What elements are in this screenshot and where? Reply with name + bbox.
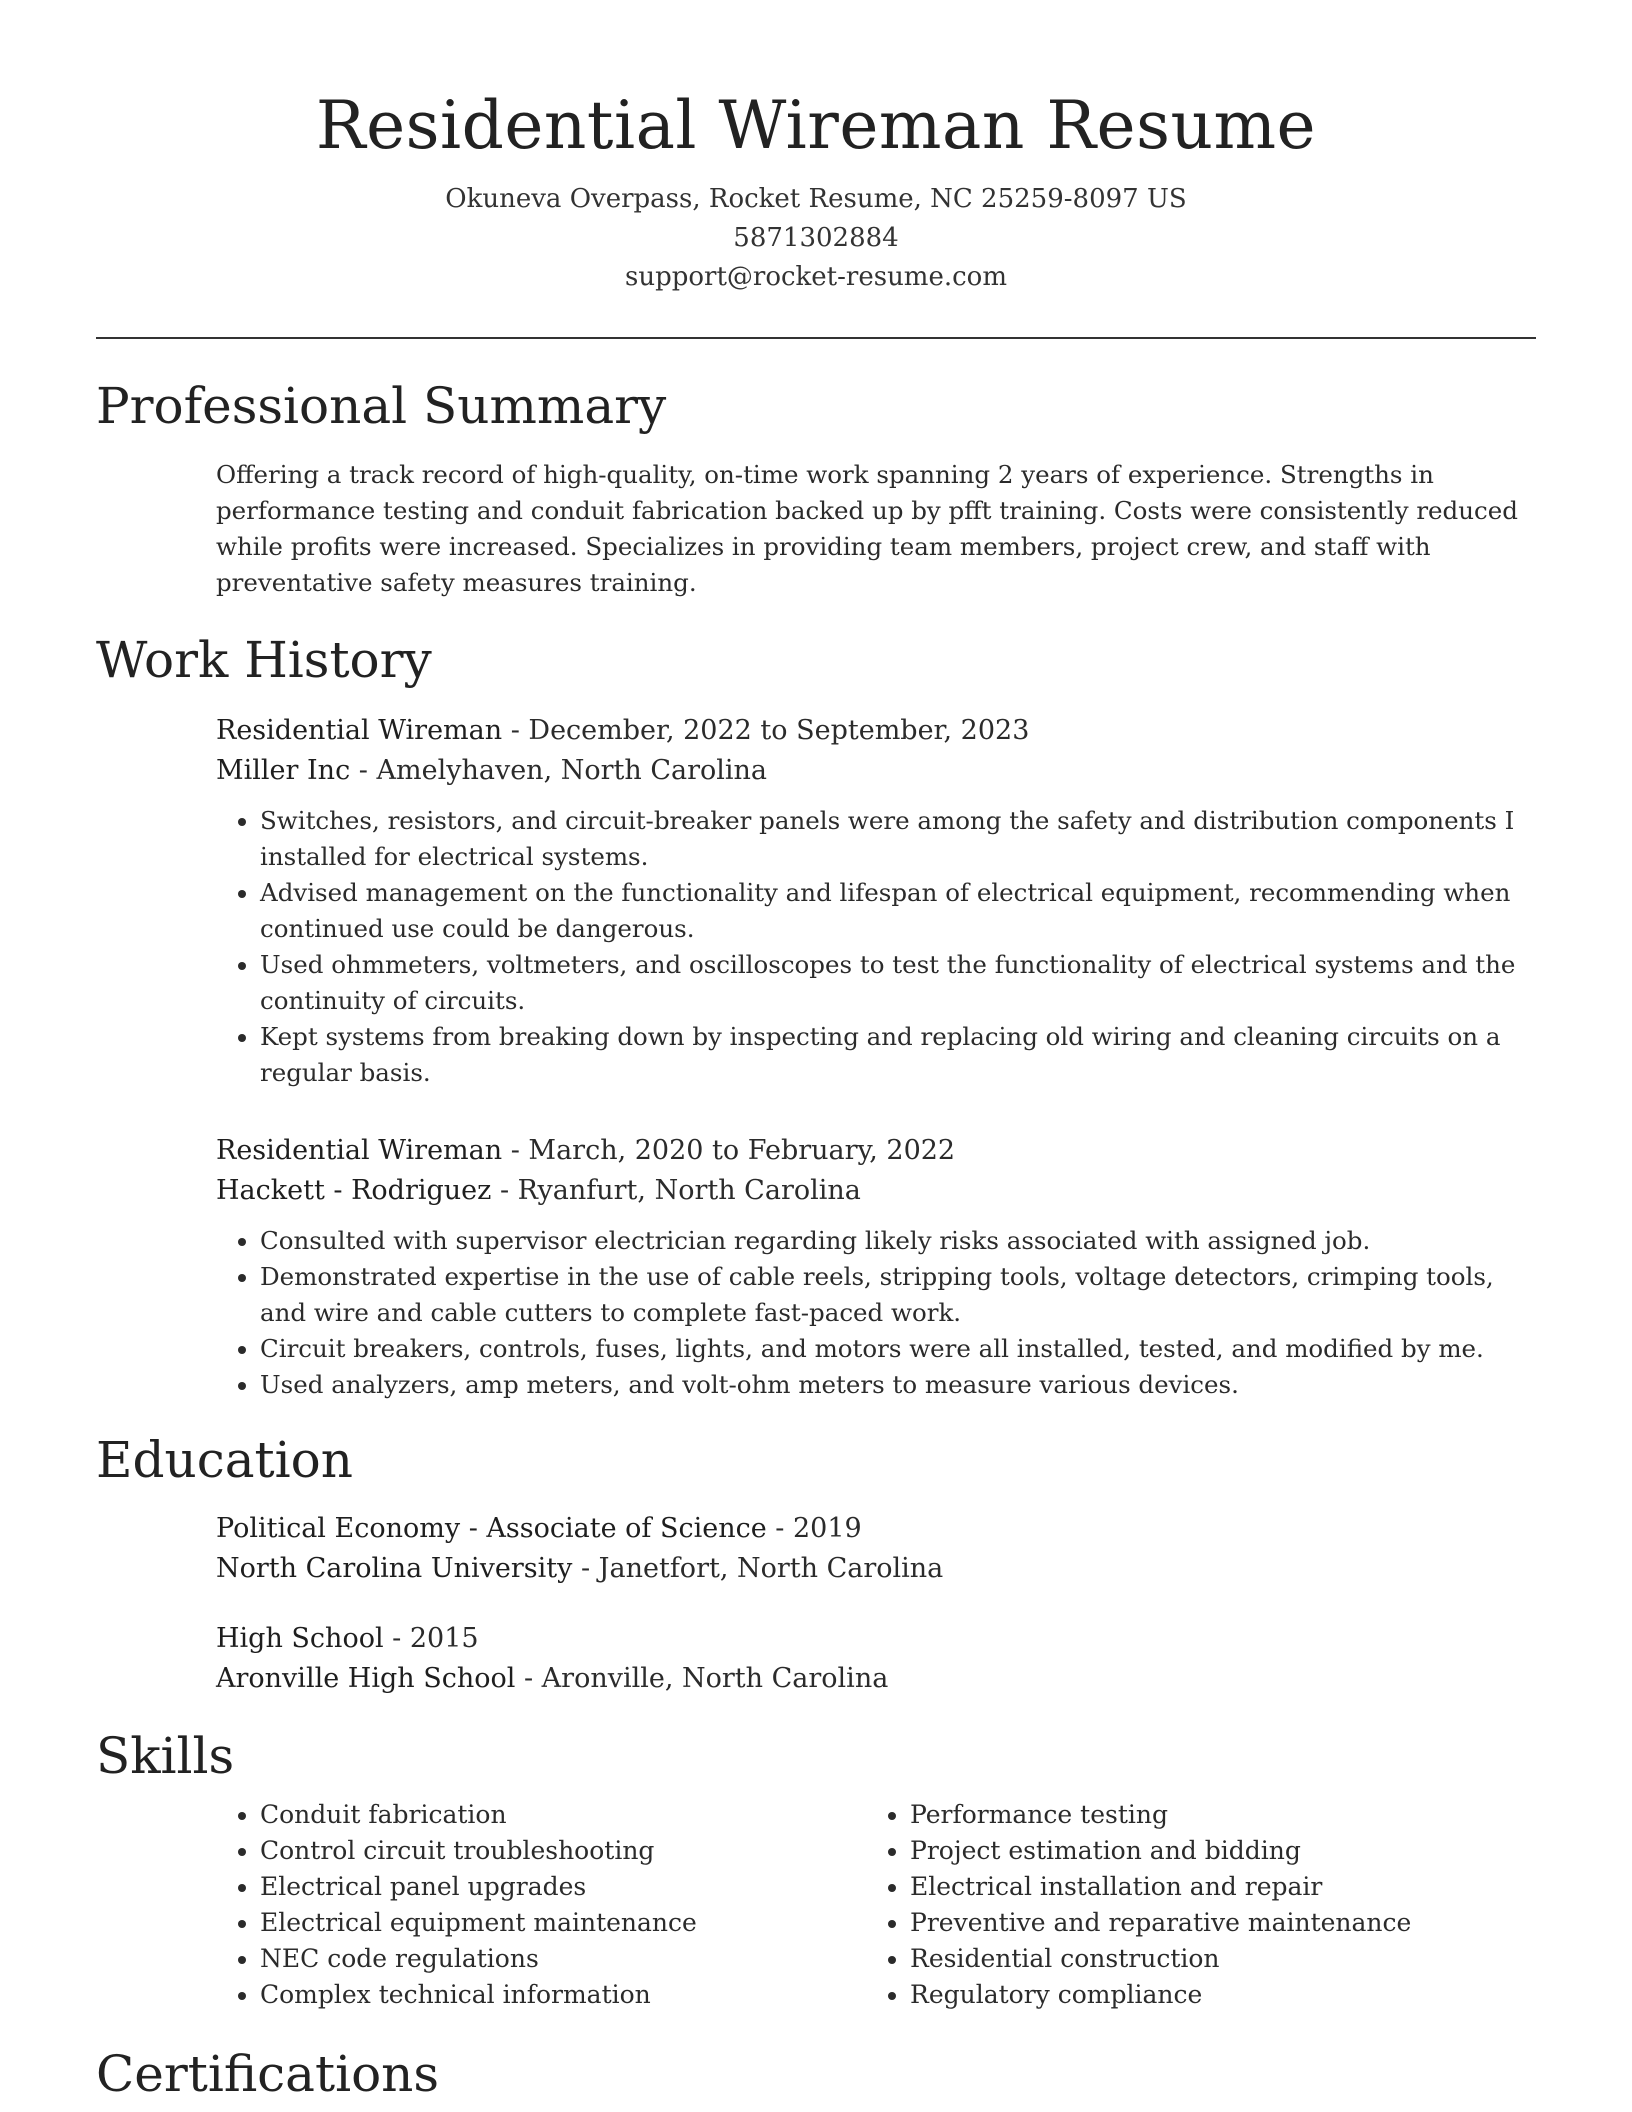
job-title-line (216, 1131, 1536, 1171)
job-bullet: • Circuit breakers, controls, fuses, lights, and motors were all installed, tested, and modified by me. (260, 1331, 1536, 1367)
job-bullets (216, 1223, 1536, 1403)
work-history-heading: Work History (96, 631, 432, 689)
skill-item: • Electrical equipment maintenance (260, 1905, 866, 1941)
contact-address: Okuneva Overpass, Rocket Resume, NC 25259-8097 US (445, 184, 1187, 214)
education-school: North Carolina University (216, 1553, 573, 1584)
skills-grid (216, 1797, 1536, 2013)
contact-phone: 5871302884 (733, 223, 899, 253)
skill-item: • Electrical installation and repair (910, 1869, 1516, 1905)
education-year: - 2015 (383, 1623, 479, 1654)
certifications-section (96, 2043, 1536, 2105)
education-school-line (216, 1659, 1536, 1699)
job-bullet: • Consulted with supervisor electrician regarding likely risks associated with assigned job. (260, 1223, 1536, 1259)
job-location: - Ryanfurt, North Carolina (491, 1175, 861, 1206)
job-company: Miller Inc (216, 755, 351, 786)
skill-item: • Preventive and reparative maintenance (910, 1905, 1516, 1941)
skill-item: • Complex technical information (260, 1977, 866, 2013)
skill-item: • Project estimation and bidding (910, 1833, 1516, 1869)
contact-email: support@rocket-resume.com (624, 262, 1007, 292)
job-title-line (216, 711, 1536, 751)
job-company: Hackett - Rodriguez (216, 1175, 492, 1206)
education-section (96, 1429, 1536, 1699)
contact-block (96, 180, 1536, 297)
skill-item: • NEC code regulations (260, 1941, 866, 1977)
job-title: Residential Wireman (216, 715, 503, 746)
education-entry (216, 1619, 1536, 1699)
skill-item: • Residential construction (910, 1941, 1516, 1977)
education-degree-line (216, 1509, 1536, 1549)
job-company-line (216, 1171, 1536, 1211)
skill-item: • Control circuit troubleshooting (260, 1833, 866, 1869)
education-location: - Aronville, North Carolina (515, 1663, 889, 1694)
summary-heading: Professional Summary (96, 377, 667, 435)
job-dates: - March, 2020 to February, 2022 (502, 1135, 956, 1166)
job-bullet: • Demonstrated expertise in the use of cable reels, stripping tools, voltage detectors, crimping tools, and wire and cable cutters to complete fast-paced work. (260, 1259, 1536, 1331)
education-school: Aronville High School (216, 1663, 516, 1694)
job-bullet: • Switches, resistors, and circuit-breaker panels were among the safety and distribution components I installed for electrical systems. (260, 803, 1536, 875)
work-history-section (96, 629, 1536, 1403)
skills-section (96, 1725, 1536, 2013)
skill-item: • Conduit fabrication (260, 1797, 866, 1833)
education-location: - Janetfort, North Carolina (572, 1553, 944, 1584)
skill-item: • Electrical panel upgrades (260, 1869, 866, 1905)
job-dates: - December, 2022 to September, 2023 (502, 715, 1030, 746)
job-entry (216, 711, 1536, 1091)
education-entry (216, 1509, 1536, 1589)
job-title: Residential Wireman (216, 1135, 503, 1166)
summary-section (96, 375, 1536, 601)
education-degree: High School (216, 1623, 384, 1654)
job-bullets (216, 803, 1536, 1091)
education-degree-line (216, 1619, 1536, 1659)
header-divider (96, 337, 1536, 339)
job-bullet: • Kept systems from breaking down by inspecting and replacing old wiring and cleaning circuits on a regular basis. (260, 1019, 1536, 1091)
skill-item: • Performance testing (910, 1797, 1516, 1833)
certifications-heading: Certifications (96, 2045, 440, 2103)
education-degree: Political Economy - Associate of Science (216, 1513, 767, 1544)
education-school-line (216, 1549, 1536, 1589)
job-entry (216, 1131, 1536, 1403)
skills-column-left (216, 1797, 866, 2013)
job-bullet: • Used ohmmeters, voltmeters, and oscilloscopes to test the functionality of electrical systems and the continuity of circuits. (260, 947, 1536, 1019)
resume-title: Residential Wireman Resume (315, 87, 1317, 164)
job-bullet: • Used analyzers, amp meters, and volt-ohm meters to measure various devices. (260, 1367, 1536, 1403)
job-company-line (216, 751, 1536, 791)
summary-text: Offering a track record of high-quality, on-time work spanning 2 years of experience. Strengths in performance testing and conduit fabrication backed up by pfft training. Costs were consistently reduced while profits were increased. Specializes in providing team members, project crew, and staff with preventative safety measures training. (216, 460, 1518, 597)
skills-column-right (866, 1797, 1516, 2013)
job-bullet: • Advised management on the functionality and lifespan of electrical equipment, recommending when continued use could be dangerous. (260, 875, 1536, 947)
education-year: - 2019 (766, 1513, 862, 1544)
resume-page (96, 0, 1536, 2105)
education-heading: Education (96, 1431, 353, 1489)
skill-item: • Regulatory compliance (910, 1977, 1516, 2013)
skills-heading: Skills (96, 1727, 235, 1785)
job-location: - Amelyhaven, North Carolina (350, 755, 768, 786)
